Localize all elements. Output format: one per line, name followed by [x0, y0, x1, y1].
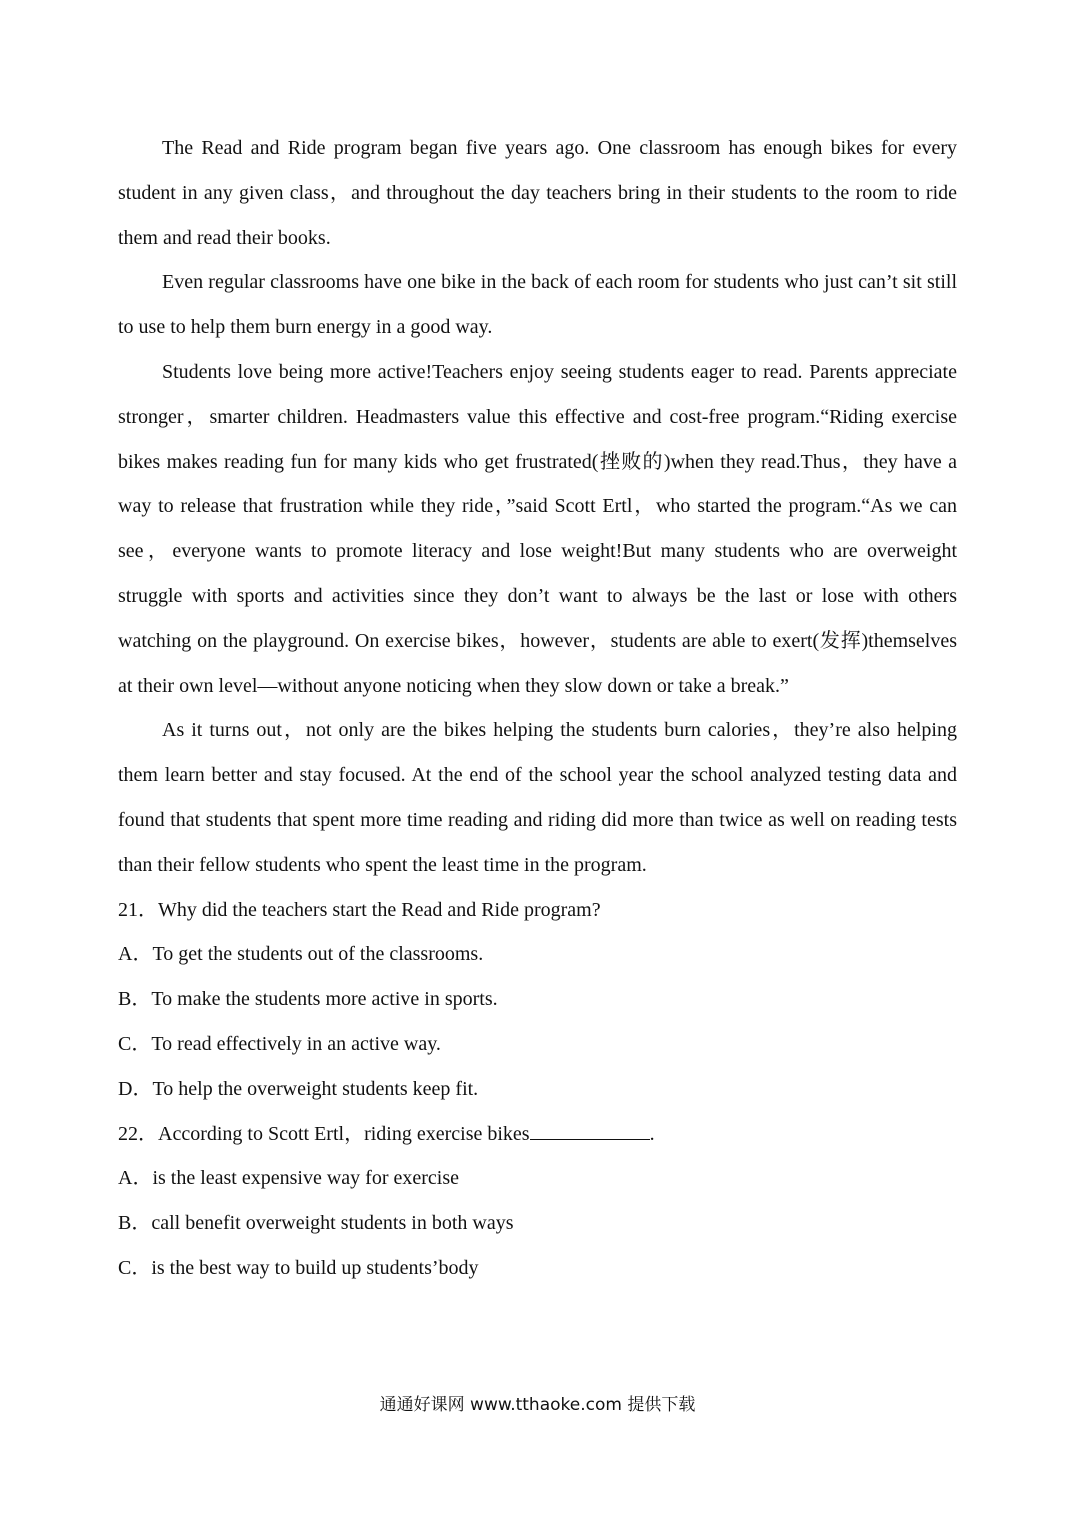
- page-footer: 通通好课网 www.tthaoke.com 提供下载: [379, 1395, 696, 1415]
- question-22-option-c: C．is the best way to build up students’body: [118, 1256, 479, 1279]
- question-22-stem-line: [118, 1112, 957, 1157]
- question-21-stem: 21．Why did the teachers start the Read and Ride program?: [118, 898, 601, 921]
- passage-paragraph-2: Even regular classrooms have one bike in the back of each room for students who just can’t sit still to use to help them burn energy in a good way.: [118, 271, 957, 339]
- passage-paragraph-4: As it turns out，not only are the bikes helping the students burn calories，they’re also helping them learn better and stay focused. At the end of the school year the school analyzed testing data and found that students that spent more time reading and riding did more than twice as well on reading tests than their fellow students who spent the least time in the program.: [118, 719, 957, 876]
- answer-blank: [530, 1121, 650, 1140]
- passage-paragraph-3: Students love being more active!Teachers enjoy seeing students eager to read. Parents appreciate stronger，smarter children. Headmasters value this effective and cost-free program.“Riding exercise bikes makes reading fun for many kids who get frustrated(挫败的)when they read.Thus，they have a way to release that frustration while they ride，”said Scott Ertl，who started the program.“As we can see，everyone wants to promote literacy and lose weight!But many students who are overweight struggle with sports and activities since they don’t want to always be the last or lose with others watching on the playground. On exercise bikes，however，students are able to exert(发挥)themselves at their own level—without anyone noticing when they slow down or take a break.”: [118, 360, 957, 697]
- question-21-option-c: C．To read effectively in an active way.: [118, 1032, 441, 1055]
- question-22-option-b: B．call benefit overweight students in both ways: [118, 1212, 514, 1235]
- question-22-stem: 22．According to Scott Ertl，riding exercise bikes: [118, 1122, 530, 1145]
- question-22-option-a: A．is the least expensive way for exercise: [118, 1167, 459, 1190]
- passage-paragraph-1: The Read and Ride program began five years ago. One classroom has enough bikes for every student in any given class，and throughout the day teachers bring in their students to the room to ride them and read their books.: [118, 137, 957, 249]
- question-21-option-b: B．To make the students more active in sports.: [118, 988, 498, 1011]
- document-page: [118, 126, 957, 1291]
- question-21-option-a: A．To get the students out of the classrooms.: [118, 943, 484, 966]
- question-22-stem-end: .: [649, 1122, 655, 1145]
- question-21-option-d: D．To help the overweight students keep fit.: [118, 1077, 479, 1100]
